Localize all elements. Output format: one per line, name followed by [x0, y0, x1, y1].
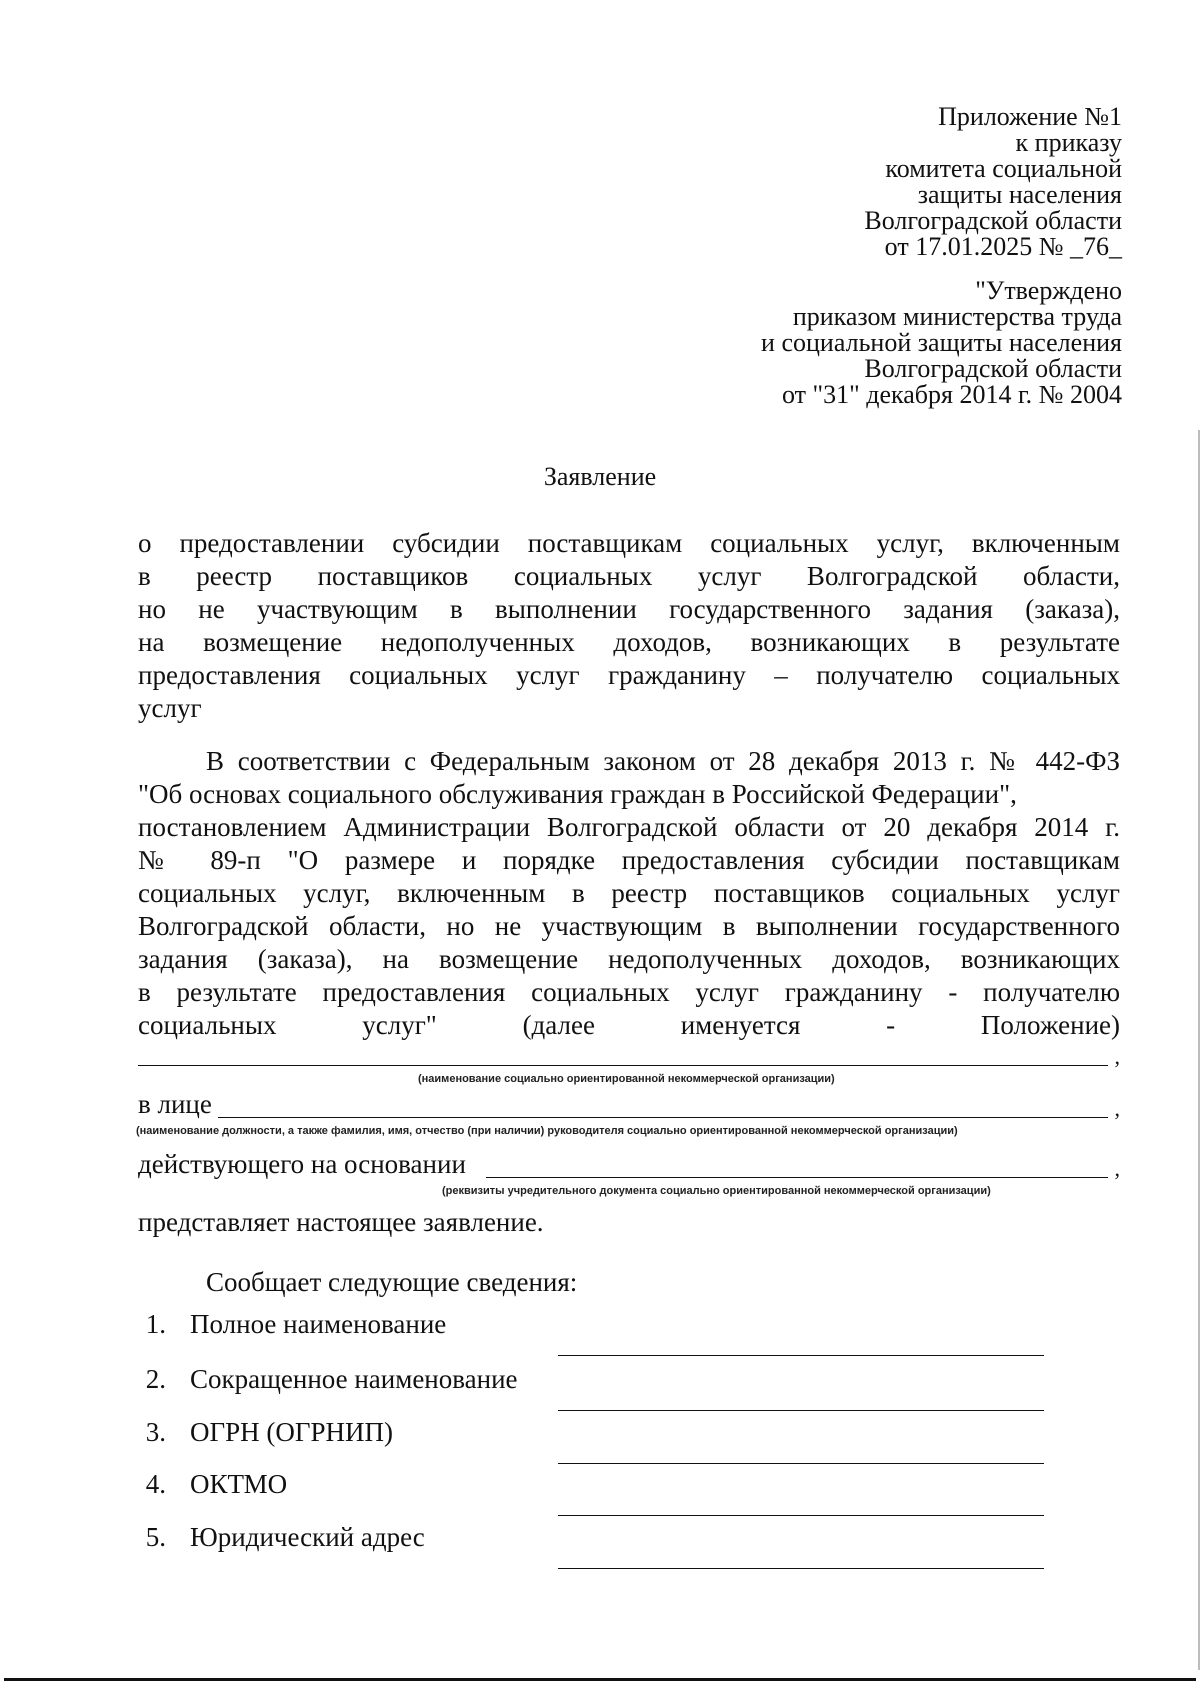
appendix-line: Приложение №1 — [938, 102, 1122, 131]
appendix-line: от 17.01.2025 № _76_ — [884, 232, 1122, 261]
representative-line — [218, 1117, 1108, 1118]
approval-line: и социальной защиты населения — [761, 328, 1122, 357]
item-label: ОГРН (ОГРНИП) — [190, 1417, 393, 1447]
info-item-full-name — [140, 1306, 1040, 1346]
field-comma: , — [1114, 1096, 1120, 1121]
acting-basis-line — [486, 1177, 1108, 1178]
representative-label: в лице — [138, 1089, 212, 1119]
appendix-line: комитета социальной — [885, 154, 1122, 183]
representative-field[interactable] — [138, 1088, 1120, 1124]
acting-basis-caption: (реквизиты учредительного документа социально ориентированной некоммерческой организации) — [442, 1185, 991, 1197]
body-line: социальных услуг" (далее именуется - Положение) — [138, 1010, 1120, 1040]
info-item-short-name — [140, 1361, 1040, 1401]
acting-basis-label: действующего на основании — [138, 1149, 466, 1179]
info-item-oktmo — [140, 1466, 1040, 1506]
info-item-ogrn — [140, 1414, 1040, 1454]
page-bottom-border — [4, 1678, 1196, 1681]
oktmo-input-line[interactable] — [558, 1515, 1044, 1516]
item-number: 5. — [145, 1522, 166, 1552]
body-line: задания (заказа), на возмещение недополученных доходов, возникающих — [138, 944, 1120, 974]
reports-heading: Сообщает следующие сведения: — [206, 1267, 578, 1297]
subtitle-line: но не участвующим в выполнении государственного задания (заказа), — [138, 594, 1120, 624]
subtitle-line: о предоставлении субсидии поставщикам социальных услуг, включенным — [138, 528, 1120, 558]
ogrn-input-line[interactable] — [558, 1463, 1044, 1464]
appendix-line: защиты населения — [917, 180, 1122, 209]
approval-header — [602, 278, 1122, 408]
acting-basis-field[interactable] — [138, 1148, 1120, 1184]
body-line: "Об основах социального обслуживания граждан в Российской Федерации", — [138, 779, 1017, 809]
field-comma: , — [1114, 1156, 1120, 1181]
item-label: Полное наименование — [190, 1309, 447, 1339]
appendix-line: к приказу — [1015, 128, 1122, 157]
appendix-header — [602, 104, 1122, 260]
approval-line: "Утверждено — [975, 276, 1122, 305]
item-label: Юридический адрес — [190, 1522, 425, 1552]
short-name-input-line[interactable] — [558, 1410, 1044, 1411]
field-comma: , — [1114, 1044, 1120, 1069]
item-number: 4. — [145, 1469, 166, 1499]
organization-name-field[interactable] — [138, 1036, 1120, 1072]
item-number: 1. — [145, 1309, 166, 1339]
legal-address-input-line[interactable] — [558, 1568, 1044, 1569]
representative-caption: (наименование должности, а также фамилия, имя, отчество (при наличии) руководителя социально ориентированной некоммерческой организации) — [136, 1125, 958, 1137]
organization-name-caption: (наименование социально ориентированной некоммерческой организации) — [418, 1073, 835, 1085]
body-line: социальных услуг, включенным в реестр поставщиков социальных услуг — [138, 878, 1120, 908]
body-line: Волгоградской области, но не участвующим в выполнении государственного — [138, 911, 1120, 941]
approval-line: от "31" декабря 2014 г. № 2004 — [781, 380, 1122, 409]
body-line: постановлением Администрации Волгоградской области от 20 декабря 2014 г. — [138, 812, 1120, 842]
body-line: В соответствии с Федеральным законом от 28 декабря 2013 г. № 442-ФЗ — [206, 746, 1120, 776]
document-title: Заявление — [543, 462, 657, 491]
item-label: Сокращенное наименование — [190, 1364, 518, 1394]
subtitle-line: в реестр поставщиков социальных услуг Волгоградской области, — [138, 561, 1120, 591]
full-name-input-line[interactable] — [558, 1355, 1044, 1356]
appendix-line: Волгоградской области — [864, 206, 1122, 235]
submits-statement: представляет настоящее заявление. — [138, 1207, 544, 1237]
approval-line: приказом министерства труда — [792, 302, 1122, 331]
subtitle-line: услуг — [138, 693, 202, 723]
info-item-legal-address — [140, 1519, 1040, 1559]
organization-name-line — [138, 1065, 1108, 1066]
subtitle-line: на возмещение недополученных доходов, возникающих в результате — [138, 627, 1120, 657]
subtitle-line: предоставления социальных услуг гражданину – получателю социальных — [138, 660, 1120, 690]
item-label: ОКТМО — [190, 1469, 288, 1499]
approval-line: Волгоградской области — [864, 354, 1122, 383]
item-number: 3. — [145, 1417, 166, 1447]
body-line: в результате предоставления социальных услуг гражданину - получателю — [138, 977, 1120, 1007]
item-number: 2. — [145, 1364, 166, 1394]
body-line: № 89-п "О размере и порядке предоставления субсидии поставщикам — [138, 845, 1120, 875]
